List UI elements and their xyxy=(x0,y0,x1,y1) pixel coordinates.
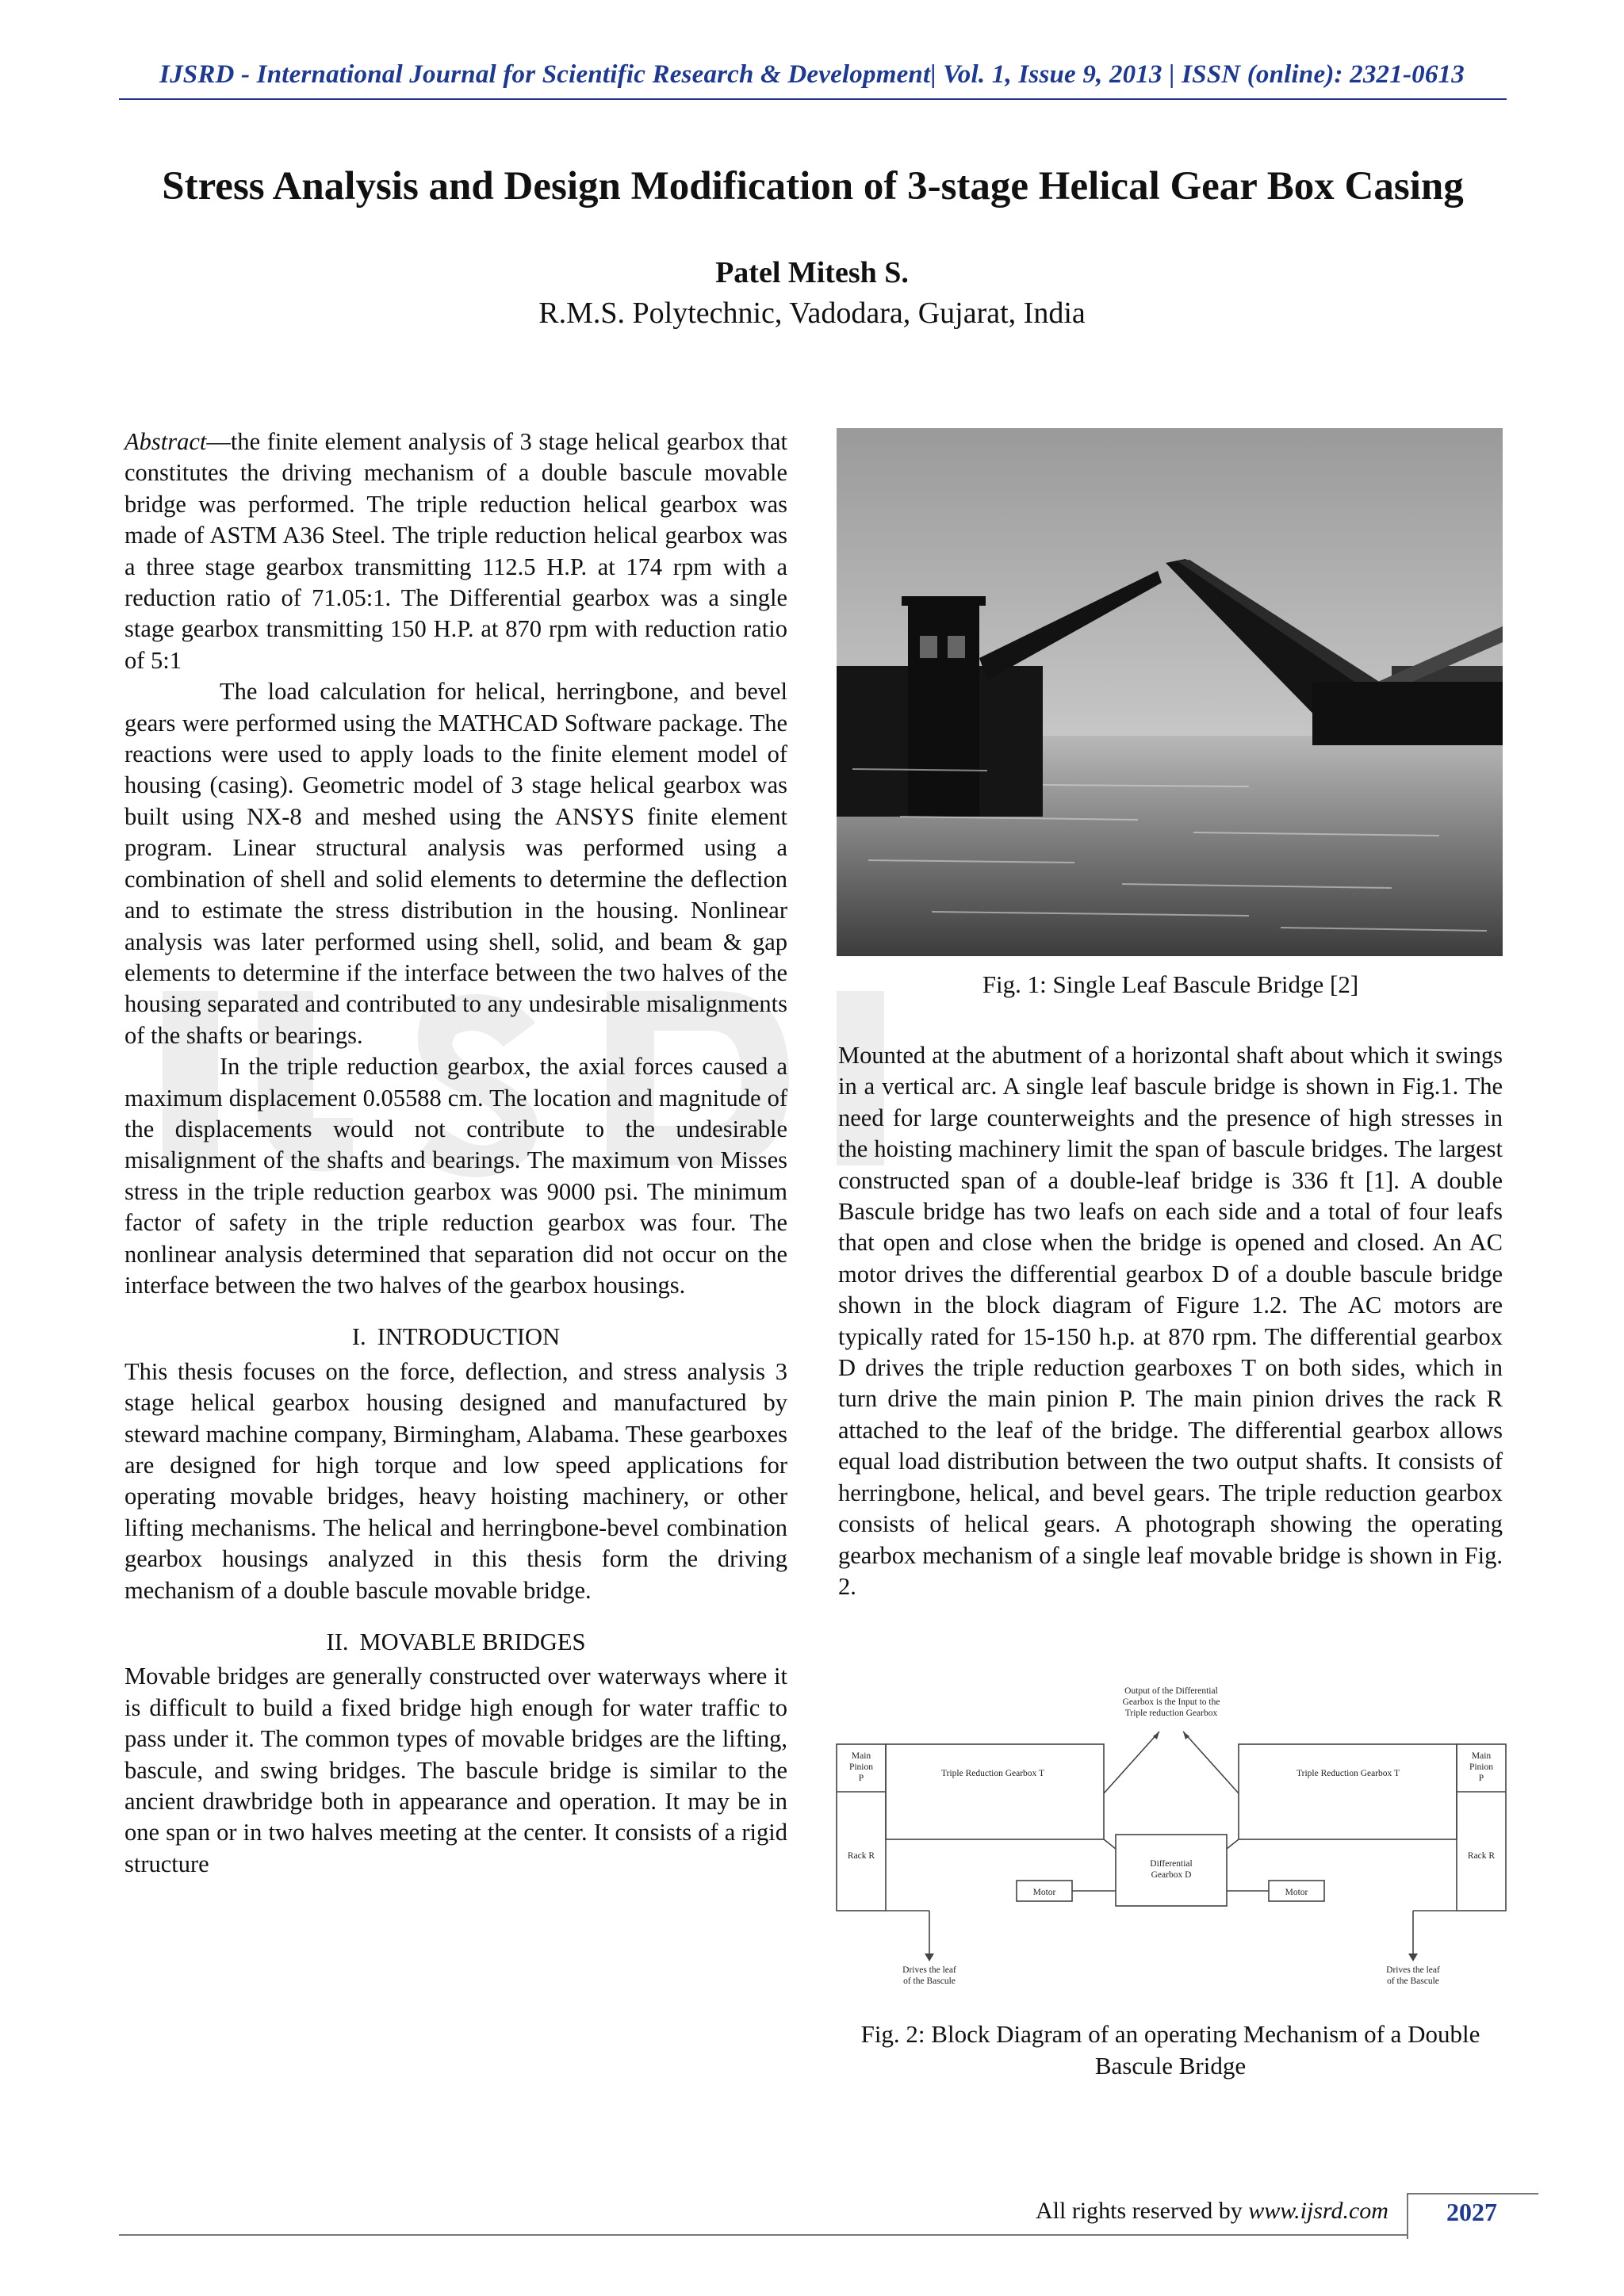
diagram-rack-right: Rack R xyxy=(1467,1851,1496,1861)
diagram-differential-label-1: Differential xyxy=(1150,1859,1193,1869)
page-number: 2027 xyxy=(1446,2198,1497,2226)
section-number: I. xyxy=(351,1323,366,1351)
header-rule xyxy=(119,98,1507,100)
figure2-caption: Fig. 2: Block Diagram of an operating Mechanism of a Double Bascule Bridge xyxy=(860,2020,1480,2080)
diagram-top-note-1: Output of the Differential xyxy=(1124,1686,1218,1696)
diagram-main-pinion-left-3: P xyxy=(858,1774,864,1783)
figure1-caption: Fig. 1: Single Leaf Bascule Bridge [2] xyxy=(982,970,1359,998)
diagram-triple-left-label: Triple Reduction Gearbox T xyxy=(941,1769,1044,1778)
footer-rights-prefix: All rights reserved by xyxy=(1036,2198,1243,2224)
abstract-text-2: The load calculation for helical, herringbone, and bevel gears were performed using the MATHCAD Software package. The reactions were used to apply loads to the finite element model of housing (casing). Geometric model of 3 stage helical gearbox was built using NX-8 and meshed using the ANSYS finite element program. Linear structural analysis was performed using a combination of shell and solid elements to determine the deflection and to estimate the stress distribution in the housing. Nonlinear analysis was later performed using shell, solid, and beam & gap elements to determine if the interface between the two halves of the housing separated and contributed to any undesirable misalignments of the shafts or bearings. xyxy=(124,678,787,1049)
diagram-top-note-2: Gearbox is the Input to the xyxy=(1122,1697,1220,1707)
abstract-paragraph xyxy=(124,427,787,676)
footer-rights xyxy=(1036,2198,1388,2225)
journal-header: IJSRD - International Journal for Scientific Research & Development| Vol. 1, Issue 9, 2013 | ISSN (online): 2321-0613 xyxy=(159,60,1465,89)
abstract-text-1: the finite element analysis of 3 stage helical gearbox that constitutes the driving mechanism of a double bascule movable bridge was performed. The triple reduction helical gearbox was made of ASTM A36 Steel. The triple reduction helical gearbox was a three stage gearbox transmitting 112.5 H.P. at 174 rpm with a reduction ratio of 71.05:1. The Differential gearbox was a single stage gearbox transmitting 150 H.P. at 870 rpm with reduction ratio of 5:1 xyxy=(124,428,787,674)
author-name: Patel Mitesh S. xyxy=(715,256,909,289)
abstract-dash: — xyxy=(206,428,231,455)
paper-title: Stress Analysis and Design Modification of 3-stage Helical Gear Box Casing xyxy=(162,164,1464,209)
diagram-differential-label-2: Gearbox D xyxy=(1151,1870,1192,1880)
section-title: INTRODUCTION xyxy=(377,1323,561,1351)
diagram-main-pinion-right-2: Pinion xyxy=(1469,1762,1494,1772)
left-column xyxy=(124,427,787,1880)
section-heading-movable-bridges xyxy=(124,1627,787,1658)
introduction-paragraph: This thesis focuses on the force, deflection, and stress analysis 3 stage helical gearbox housing designed and manufactured by steward machine company, Birmingham, Alabama. These gearboxes are designed for high torque and low speed applications for operating movable bridges, heavy hoisting machinery, or other lifting mechanisms. The helical and herringbone-bevel combination gearbox housings analyzed in this thesis form the driving mechanism of a double bascule movable bridge. xyxy=(124,1357,787,1604)
abstract-label: Abstract xyxy=(124,428,207,455)
diagram-motor-right: Motor xyxy=(1285,1888,1308,1897)
left-triple-reduction-box xyxy=(886,1744,1104,1839)
diagram-motor-left: Motor xyxy=(1032,1888,1056,1897)
footer-rule xyxy=(119,2234,1407,2236)
right-column-paragraph: Mounted at the abutment of a horizontal shaft about which it swings in a vertical arc. A single leaf bascule bridge is shown in Fig.1. The need for large counterweights and the presence of high stresses in the hoisting machinery limit the span of bascule bridges. The largest constructed span of a double-leaf bridge is 336 ft [1]. A double Bascule bridge has two leafs on each side and a total of four leafs that open and close when the bridge is opened and closed. An AC motor drives the differential gearbox D of a double bascule bridge shown in the block diagram of Figure 1.2. The AC motors are typically rated for 15-150 h.p. at 870 rpm. The differential gearbox D drives the triple reduction gearboxes T on both sides, which in turn drive the main pinion P. The main pinion drives the rack R attached to the leaf of the bridge. The differential gearbox allows equal load distribution between the two output shafts. It consists of herringbone, helical, and bevel gears. The triple reduction gearbox consists of helical gears. A photograph showing the operating gearbox mechanism of a single leaf movable bridge is shown in Fig. 2. xyxy=(838,1042,1503,1600)
diagram-main-pinion-left-1: Main xyxy=(851,1751,871,1761)
footer-site-link[interactable]: www.ijsrd.com xyxy=(1248,2198,1388,2224)
section-number: II. xyxy=(326,1628,349,1656)
section-title: MOVABLE BRIDGES xyxy=(359,1628,586,1656)
section-heading-introduction xyxy=(124,1322,787,1353)
diagram-top-note-3: Triple reduction Gearbox xyxy=(1124,1709,1218,1718)
diagram-drives-left-1: Drives the leaf xyxy=(902,1965,956,1975)
right-triple-reduction-box xyxy=(1239,1744,1457,1839)
block-diagram xyxy=(834,1682,1507,1988)
abstract-text-3: In the triple reduction gearbox, the axial forces caused a maximum displacement 0.05588 cm. The location and magnitude of the displacements would not contribute to the undesirable misalignment of the shafts and bearings. The maximum von Misses stress in the triple reduction gearbox was 9000 psi. The minimum factor of safety in the triple reduction gearbox was four. The nonlinear analysis determined that separation did not occur on the interface between the two halves of the gearbox housings. xyxy=(124,1053,787,1299)
bascule-bridge-photo xyxy=(837,428,1503,956)
author-affiliation: R.M.S. Polytechnic, Vadodara, Gujarat, India xyxy=(538,297,1086,330)
diagram-drives-right-1: Drives the leaf xyxy=(1386,1965,1440,1975)
diagram-rack-left: Rack R xyxy=(847,1851,875,1861)
diagram-main-pinion-left-2: Pinion xyxy=(848,1762,874,1772)
movable-bridges-paragraph: Movable bridges are generally constructed over waterways where it is difficult to build a fixed bridge high enough for water traffic to pass under it. The common types of movable bridges are the lifting, bascule, and swing bridges. The bascule bridge is similar to the ancient drawbridge both in appearance and operation. It may be in one span or in two halves meeting at the center. It consists of a rigid structure xyxy=(124,1663,787,1877)
right-column-text xyxy=(838,1040,1503,1602)
diagram-main-pinion-right-1: Main xyxy=(1471,1751,1492,1761)
diagram-drives-right-2: of the Bascule xyxy=(1387,1976,1439,1986)
diagram-main-pinion-right-3: P xyxy=(1478,1774,1484,1783)
diagram-drives-left-2: of the Bascule xyxy=(903,1976,956,1986)
diagram-triple-right-label: Triple Reduction Gearbox T xyxy=(1297,1769,1400,1778)
